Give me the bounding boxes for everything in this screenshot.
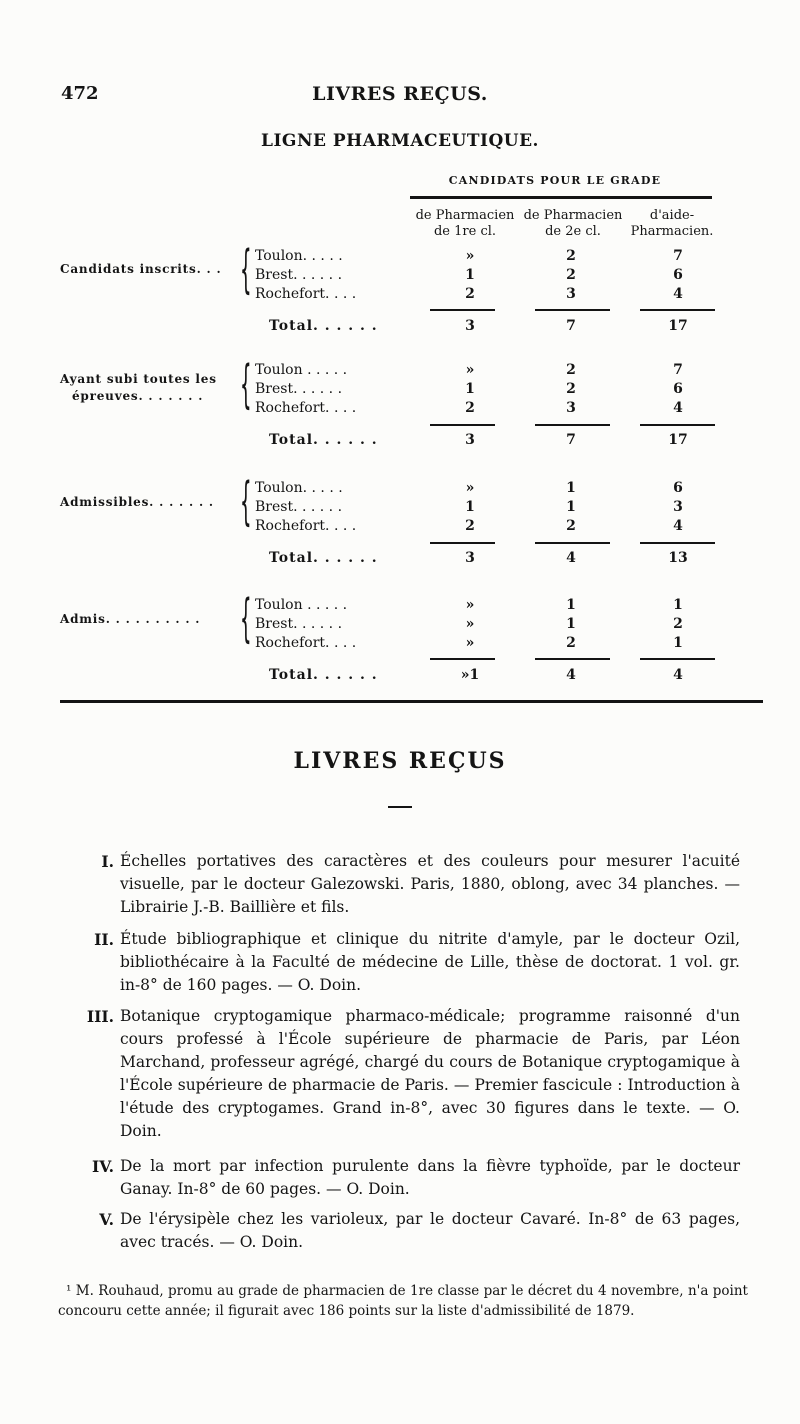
table-bottom-rule (60, 700, 763, 703)
row-value: 1 (566, 597, 576, 613)
row-place: Rochefort. . . . (255, 635, 357, 651)
row-value: 1 (566, 480, 576, 496)
table-row (255, 616, 715, 637)
block-label-ayant-subi: Ayant subi toutes les (60, 372, 217, 386)
row-value: 2 (465, 400, 475, 416)
book-text: Étude bibliographique et clinique du nitrite d'amyle, par le docteur Ozil, bibliothécaire à la Faculté de médecine de Lille, thèse de doctorat. 1 vol. gr. in-8° de 160 pages. — O. Doin. (120, 930, 740, 994)
table-row (255, 518, 715, 539)
book-text: Botanique cryptogamique pharmaco-médicale; programme raisonné d'un cours professé à l'École supérieure de pharmacie de Paris, par Léon Marchand, professeur agrégé, chargé du cours de Botanique cryptogamique à l'École supérieure de pharmacie de Paris. — Premier fascicule : Introduction à l'étude des cryptogames. Grand in-8°, avec 30 figures dans le texte. — O. Doin. (120, 1007, 740, 1140)
book-number: III. (86, 1007, 114, 1026)
table-row (255, 381, 715, 402)
table-row (255, 248, 715, 269)
book-item (99, 1208, 740, 1254)
row-value: 7 (673, 248, 683, 264)
row-value: 2 (673, 616, 683, 632)
sum-line (640, 309, 715, 311)
sum-line (535, 542, 610, 544)
book-number: V. (99, 1210, 114, 1229)
row-value: 6 (673, 267, 683, 283)
row-value: » (465, 362, 475, 378)
row-value: 1 (465, 381, 475, 397)
total-value: 17 (668, 318, 688, 334)
sum-line (640, 424, 715, 426)
column-header-2-line1: de Pharmacien (523, 208, 623, 223)
total-label: Total. . . . . . (269, 667, 378, 683)
group-heading-rule (410, 196, 712, 199)
table-row (255, 286, 715, 307)
row-value: 2 (566, 248, 576, 264)
book-text: De l'érysipèle chez les varioleux, par le docteur Cavaré. In-8° de 63 pages, avec tracés. — O. Doin. (120, 1210, 740, 1251)
row-place: Toulon . . . . . (255, 362, 348, 378)
book-number: IV. (92, 1157, 114, 1176)
sum-line (640, 542, 715, 544)
column-header-1-line1: de Pharmacien (415, 208, 515, 223)
book-text: De la mort par infection purulente dans la fièvre typhoïde, par le docteur Ganay. In-8° de 60 pages. — O. Doin. (120, 1157, 740, 1198)
row-value: » (465, 635, 475, 651)
row-value: 3 (673, 499, 683, 515)
row-value: 4 (673, 518, 683, 534)
books-title: LIVRES REÇUS (293, 748, 507, 774)
book-item (101, 850, 740, 919)
row-value: » (465, 248, 475, 264)
row-value: » (465, 480, 475, 496)
column-header-1-line2: de 1re cl. (433, 224, 497, 239)
row-value: 1 (465, 499, 475, 515)
row-value: 6 (673, 480, 683, 496)
row-value: 2 (465, 518, 475, 534)
book-number: I. (101, 852, 114, 871)
row-place: Toulon. . . . . (255, 480, 343, 496)
total-value: 3 (465, 432, 475, 448)
sum-line (430, 658, 495, 660)
block-label-admissibles: Admissibles. . . . . . . (60, 495, 214, 509)
table-row (255, 400, 715, 421)
row-value: 1 (566, 499, 576, 515)
row-place: Toulon. . . . . (255, 248, 343, 264)
table-row (255, 635, 715, 656)
total-value: 4 (566, 550, 576, 566)
column-header-3 (622, 208, 722, 240)
table-row (255, 480, 715, 501)
row-value: 3 (566, 286, 576, 302)
row-value: 1 (673, 597, 683, 613)
sum-line (535, 309, 610, 311)
sum-line (640, 658, 715, 660)
row-value: 1 (465, 267, 475, 283)
column-header-2-line2: de 2e cl. (545, 224, 601, 239)
column-header-1 (405, 208, 525, 240)
table-row (255, 267, 715, 288)
row-place: Toulon . . . . . (255, 597, 348, 613)
total-value: 7 (566, 318, 576, 334)
total-value: 3 (465, 550, 475, 566)
page-number: 472 (61, 83, 99, 104)
total-label: Total. . . . . . (269, 318, 378, 334)
row-value: 4 (673, 400, 683, 416)
block-label-ayant-subi-line2: épreuves. . . . . . . (72, 389, 204, 403)
row-place: Brest. . . . . . (255, 616, 343, 632)
row-value: 2 (566, 267, 576, 283)
row-value: 6 (673, 381, 683, 397)
column-header-3-line1: d'aide- (649, 208, 695, 223)
row-value: 2 (465, 286, 475, 302)
total-value: 7 (566, 432, 576, 448)
title-dash (388, 806, 412, 808)
book-item (94, 928, 740, 997)
total-value: 4 (673, 667, 683, 683)
brace-1: { (240, 240, 252, 300)
row-place: Brest. . . . . . (255, 381, 343, 397)
total-label: Total. . . . . . (269, 550, 378, 566)
column-header-3-line2: Pharmacien. (630, 224, 714, 239)
sum-line (430, 424, 495, 426)
book-item (86, 1005, 740, 1143)
total-label: Total. . . . . . (269, 432, 378, 448)
row-value: 3 (566, 400, 576, 416)
total-value: »1 (460, 667, 480, 683)
row-value: » (465, 597, 475, 613)
row-value: 4 (673, 286, 683, 302)
row-place: Rochefort. . . . (255, 518, 357, 534)
running-head: LIVRES REÇUS. (312, 83, 488, 105)
row-place: Brest. . . . . . (255, 499, 343, 515)
row-value: 2 (566, 635, 576, 651)
brace-3: { (240, 472, 252, 532)
row-value: » (465, 616, 475, 632)
sum-line (430, 309, 495, 311)
block-label-admis: Admis. . . . . . . . . . (60, 612, 201, 626)
column-header-2 (518, 208, 628, 240)
sum-line (535, 658, 610, 660)
row-value: 2 (566, 381, 576, 397)
book-text: Échelles portatives des caractères et des couleurs pour mesurer l'acuité visuelle, par le docteur Galezowski. Paris, 1880, oblong, avec 34 planches. — Librairie J.-B. Baillière et fils. (120, 852, 740, 916)
total-value: 17 (668, 432, 688, 448)
row-value: 1 (566, 616, 576, 632)
total-value: 4 (566, 667, 576, 683)
row-place: Rochefort. . . . (255, 400, 357, 416)
sum-line (535, 424, 610, 426)
row-place: Brest. . . . . . (255, 267, 343, 283)
table-row (255, 362, 715, 383)
total-value: 3 (465, 318, 475, 334)
book-number: II. (94, 930, 114, 949)
brace-4: { (240, 589, 252, 649)
row-value: 2 (566, 362, 576, 378)
table-row (255, 597, 715, 618)
row-value: 7 (673, 362, 683, 378)
total-value: 13 (668, 550, 688, 566)
book-item (92, 1155, 740, 1201)
table-row (255, 499, 715, 520)
footnote: ¹ M. Rouhaud, promu au grade de pharmacien de 1re classe par le décret du 4 novembre, n'a point concouru cette année; il figurait avec 186 points sur la liste d'admissibilité de 1879. (58, 1283, 748, 1319)
row-value: 2 (566, 518, 576, 534)
row-place: Rochefort. . . . (255, 286, 357, 302)
section-title: LIGNE PHARMACEUTIQUE. (261, 131, 539, 151)
sum-line (430, 542, 495, 544)
row-value: 1 (673, 635, 683, 651)
brace-2: { (240, 355, 252, 415)
group-heading: CANDIDATS POUR LE GRADE (448, 174, 662, 187)
block-label-candidats-inscrits: Candidats inscrits. . . (60, 262, 222, 276)
